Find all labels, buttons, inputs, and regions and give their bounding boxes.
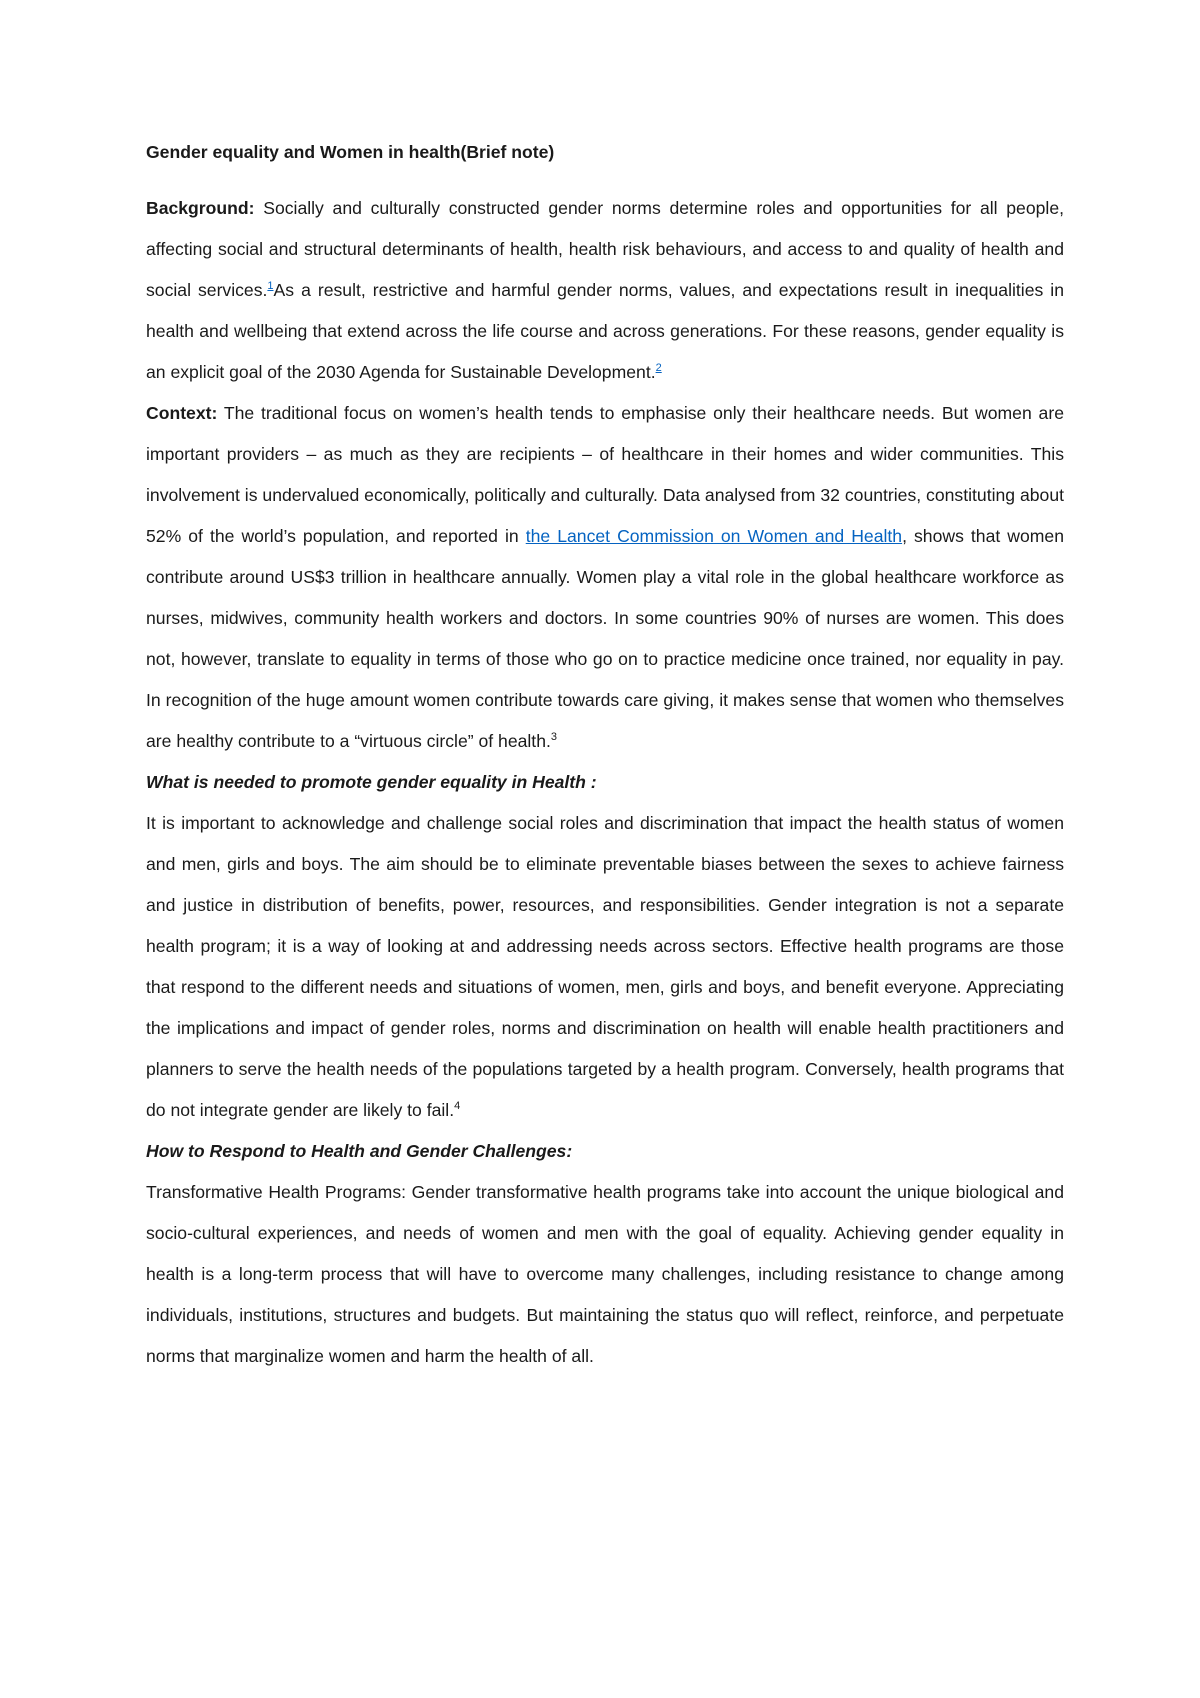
lancet-commission-link[interactable]: the Lancet Commission on Women and Health <box>525 526 903 546</box>
respond-paragraph: Transformative Health Programs: Gender transformative health programs take into account the unique biological and socio-cultural experiences, and needs of women and men with the goal of equality. Achieving gender equality in health is a long-term process that will have to overcome many challenges, including resistance to change among individuals, institutions, structures and budgets. But maintaining the status quo will reflect, reinforce, and perpetuate norms that marginalize women and harm the health of all. <box>146 1182 1064 1366</box>
footnote-3: 3 <box>550 731 557 744</box>
footnote-link-1[interactable]: 1 <box>267 280 274 293</box>
needed-text: It is important to acknowledge and challenge social roles and discrimination that impact the health status of women and men, girls and boys. The aim should be to eliminate preventable biases between the sexes to achieve fairness and justice in distribution of benefits, power, resources, and responsibilities. Gender integration is not a separate health program; it is a way of looking at and addressing needs across sectors. Effective health programs are those that respond to the different needs and situations of women, men, girls and boys, and benefit everyone. Appreciating the implications and impact of gender roles, norms and discrimination on health will enable health practitioners and planners to serve the health needs of the populations targeted by a health program. Conversely, health programs that do not integrate gender are likely to fail. <box>146 813 1064 1120</box>
context-label: Context: <box>146 403 218 423</box>
document-body <box>146 188 1064 1377</box>
background-text-1: Socially and culturally constructed gender norms determine roles and opportunities for all people, affecting social and structural determinants of health, health risk behaviours, and access to and quality of health and social services. <box>146 198 1064 300</box>
document-title: Gender equality and Women in health(Brief note) <box>146 142 555 162</box>
background-paragraph <box>146 188 1064 393</box>
document-page <box>146 138 1064 1377</box>
context-text-1: The traditional focus on women’s health tends to emphasise only their healthcare needs. But women are important providers – as much as they are recipients – of healthcare in their homes and wider communities. This involvement is undervalued economically, politically and culturally. Data analysed from 32 countries, constituting about 52% of the world’s population, and reported in <box>146 403 1064 546</box>
background-label: Background: <box>146 198 255 218</box>
footnote-4: 4 <box>454 1100 461 1113</box>
footnote-link-2[interactable]: 2 <box>655 362 662 375</box>
respond-heading: How to Respond to Health and Gender Challenges: <box>146 1141 573 1161</box>
needed-paragraph <box>146 803 1064 1131</box>
background-text-2: As a result, restrictive and harmful gender norms, values, and expectations result in inequalities in health and wellbeing that extend across the life course and across generations. For these reasons, gender equality is an explicit goal of the 2030 Agenda for Sustainable Development. <box>146 280 1064 382</box>
context-paragraph <box>146 393 1064 762</box>
needed-heading: What is needed to promote gender equality in Health : <box>146 772 597 792</box>
context-text-2: , shows that women contribute around US$3 trillion in healthcare annually. Women play a vital role in the global healthcare workforce as nurses, midwives, community health workers and doctors. In some countries 90% of nurses are women. This does not, however, translate to equality in terms of those who go on to practice medicine once trained, nor equality in pay. In recognition of the huge amount women contribute towards care giving, it makes sense that women who themselves are healthy contribute to a “virtuous circle” of health. <box>146 526 1064 751</box>
